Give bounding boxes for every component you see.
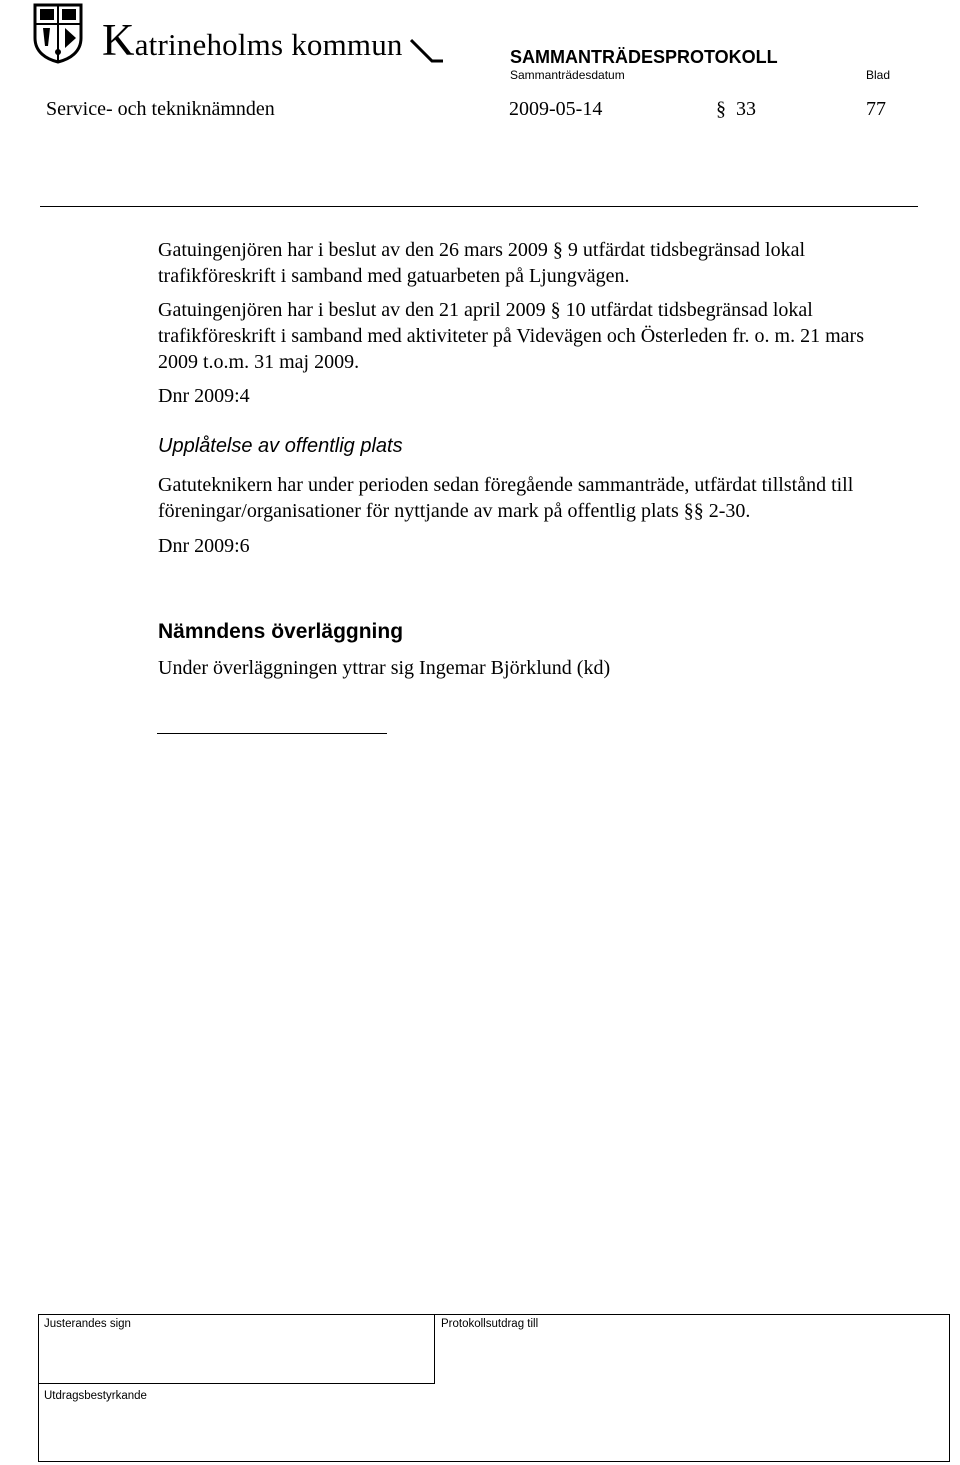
footer-divider-horizontal (38, 1383, 435, 1384)
meeting-date: 2009-05-14 (509, 98, 603, 120)
document-type: SAMMANTRÄDESPROTOKOLL (510, 47, 778, 67)
page-caption: Blad (866, 68, 891, 82)
paragraph-reference (716, 98, 756, 121)
header-divider (40, 206, 918, 207)
diary-number: Dnr 2009:6 (158, 535, 250, 557)
section-heading-upplatelse: Upplåtelse av offentlig plats (158, 435, 403, 457)
diary-number: Dnr 2009:4 (158, 385, 250, 407)
page-number: 77 (866, 98, 886, 120)
meeting-date-caption: Sammanträdesdatum (510, 68, 625, 82)
paragraph-overlaggning: Under överläggningen yttrar sig Ingemar Björklund (kd) (158, 657, 611, 679)
section-end-rule (157, 733, 387, 734)
section-heading-namndens-overlaggning: Nämndens överläggning (158, 620, 404, 643)
paragraph-number: 33 (736, 98, 756, 120)
logo-initial: K (102, 15, 135, 65)
footer-signature-table (38, 1314, 950, 1462)
footer-utdragsbestyrkande-label: Utdragsbestyrkande (44, 1390, 147, 1402)
footer-justerandes-sign-label: Justerandes sign (44, 1318, 131, 1330)
paragraph-sign: § (716, 98, 726, 120)
paragraph-videvagen: Gatuingenjören har i beslut av den 21 april 2009 § 10 utfärdat tidsbegränsad lokal trafikföreskrift i samband med aktiviteter på Videvägen och Österleden fr. o. m. 21 mars 2009 t.o.m. 31 maj 2009. (158, 299, 864, 373)
footer-divider-vertical (434, 1314, 435, 1384)
paragraph-upplatelse: Gatuteknikern har under perioden sedan föregående sammanträde, utfärdat tillstånd till föreningar/organisationer för nyttjande av mark på offentlig plats §§ 2-30. (158, 474, 854, 522)
logo-wordmark (102, 15, 403, 65)
paragraph-ljungvagen: Gatuingenjören har i beslut av den 26 mars 2009 § 9 utfärdat tidsbegränsad lokal trafikföreskrift i samband med gatuarbeten på Ljungvägen. (158, 239, 806, 287)
municipal-coat-of-arms-icon (32, 2, 84, 64)
committee-name: Service- och tekniknämnden (46, 98, 275, 120)
logo-rest: atrineholms kommun (134, 27, 403, 62)
logo-swoosh-icon (410, 38, 444, 64)
footer-protokollsutdrag-label: Protokollsutdrag till (441, 1318, 539, 1330)
